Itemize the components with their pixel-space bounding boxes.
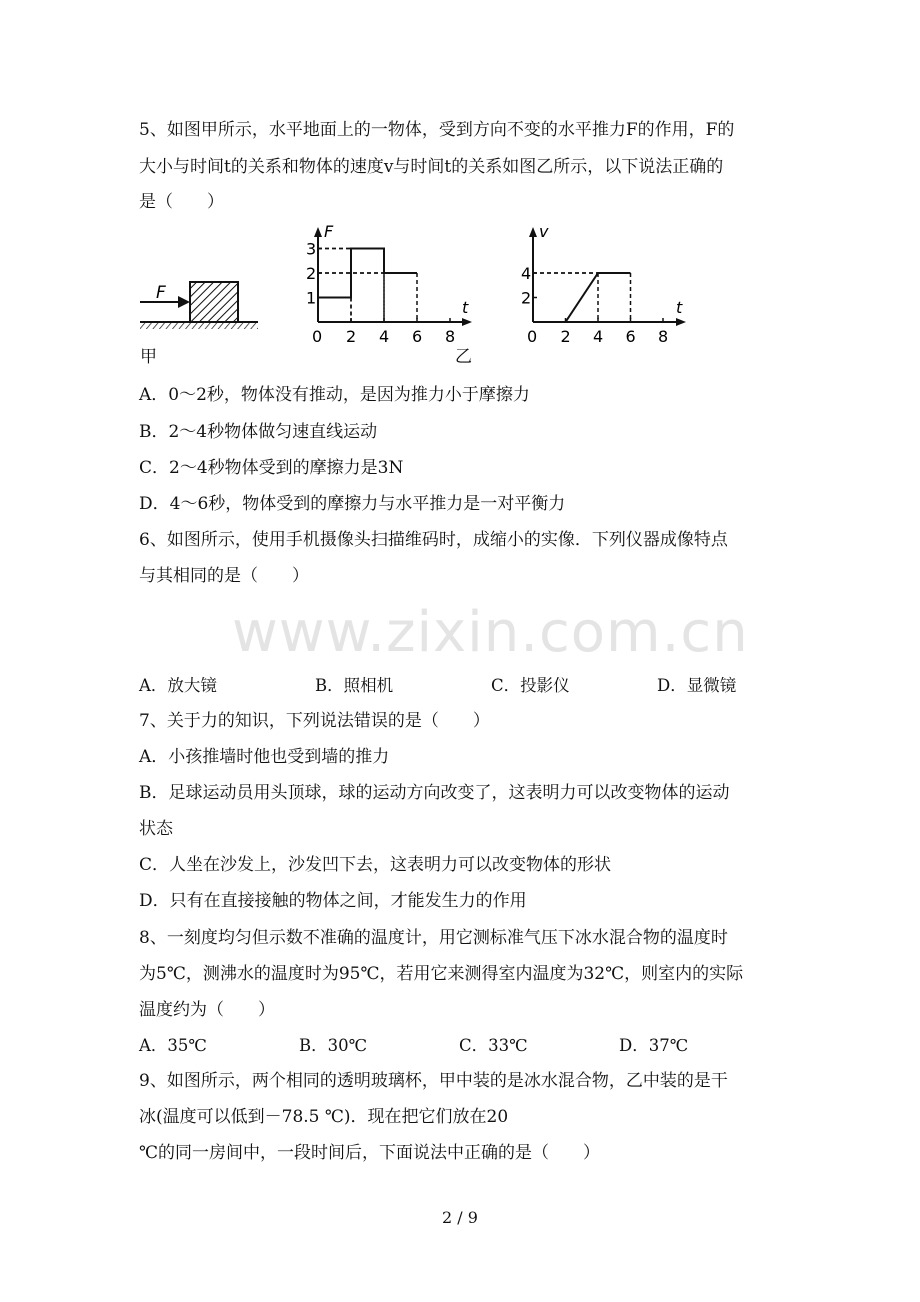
- q7-option-c: C．人坐在沙发上，沙发凹下去，这表明力可以改变物体的形状: [139, 855, 612, 875]
- q8-option-b: B．30℃: [299, 1036, 368, 1055]
- v-origin: 0: [527, 327, 538, 346]
- v-y-arrow: [529, 227, 537, 237]
- v-x-tick-label: 4: [593, 327, 604, 346]
- v-series-line: [533, 273, 631, 322]
- f-y-tick-label: 3: [306, 239, 317, 259]
- v-y-tick-label: 4: [521, 264, 532, 283]
- v-x-arrow: [676, 318, 686, 326]
- q5-option-a: A．0～2秒，物体没有推动，是因为推力小于摩擦力: [139, 385, 530, 405]
- q8-option-c: C．33℃: [459, 1036, 528, 1055]
- q6-text-line2: 与其相同的是（ ）: [139, 566, 309, 586]
- force-label: F: [156, 283, 166, 303]
- v-x-tick-label: 8: [658, 327, 669, 346]
- q9-text-line2: 冰(温度可以低到－78.5 ℃)．现在把它们放在20: [139, 1107, 509, 1127]
- q5-text-line2: 大小与时间t的关系和物体的速度v与时间t的关系如图乙所示，以下说法正确的: [139, 157, 724, 177]
- q5-option-c: C．2～4秒物体受到的摩擦力是3N: [139, 458, 404, 478]
- block: [190, 282, 238, 322]
- f-x-tick-label: 4: [379, 327, 390, 346]
- q5-text-line1: 5、如图甲所示，水平地面上的一物体，受到方向不变的水平推力F的作用，F的: [139, 120, 735, 140]
- f-x-tick-label: 2: [346, 327, 357, 346]
- q6-option-a: A．放大镜: [139, 676, 217, 695]
- q6-text-line1: 6、如图所示，使用手机摄像头扫描维码时，成缩小的实像．下列仪器成像特点: [139, 530, 728, 550]
- v-y-label: v: [539, 222, 549, 241]
- q7-option-b: B．足球运动员用头顶球，球的运动方向改变了，这表明力可以改变物体的运动: [139, 783, 730, 803]
- v-t-graph: [521, 222, 686, 346]
- v-x-tick-label: 2: [560, 327, 571, 346]
- q9-text-line1: 9、如图所示，两个相同的透明玻璃杯，甲中装的是冰水混合物，乙中装的是干: [139, 1071, 728, 1091]
- q8-option-a: A．35℃: [139, 1036, 207, 1055]
- block-diagram: [140, 282, 258, 329]
- q5-option-b: B．2～4秒物体做匀速直线运动: [139, 422, 378, 442]
- v-x-label: t: [676, 298, 683, 317]
- q9-text-line3: ℃的同一房间中，一段时间后，下面说法中正确的是（ ）: [139, 1143, 601, 1163]
- force-arrow-head: [178, 296, 190, 308]
- f-y-arrow: [314, 227, 322, 237]
- f-y-tick-label: 2: [306, 264, 317, 283]
- q5-text-line3: 是（ ）: [139, 192, 224, 212]
- f-x-tick-label: 6: [412, 327, 423, 346]
- fig-label-yi: 乙: [455, 347, 472, 367]
- q8-option-d: D．37℃: [619, 1036, 689, 1055]
- watermark: www.zixin.com.cn: [232, 600, 749, 665]
- v-y-tick-label: 2: [521, 288, 532, 308]
- q7-option-a: A．小孩推墙时他也受到墙的推力: [139, 747, 390, 767]
- q7-option-b-cont: 状态: [139, 819, 173, 839]
- f-x-tick-label: 8: [445, 327, 456, 346]
- q7-text-line1: 7、关于力的知识，下列说法错误的是（ ）: [139, 711, 490, 731]
- q5-figure: [0, 215, 920, 355]
- q8-text-line3: 温度约为（ ）: [139, 1000, 275, 1020]
- q6-option-b: B．照相机: [315, 676, 394, 695]
- q5-option-d: D．4～6秒，物体受到的摩擦力与水平推力是一对平衡力: [139, 494, 566, 514]
- q8-text-line2: 为5℃，测沸水的温度时为95℃，若用它来测得室内温度为32℃，则室内的实际: [139, 964, 744, 984]
- f-t-graph: [306, 222, 472, 346]
- q6-option-c: C．投影仪: [491, 676, 570, 695]
- f-origin: 0: [312, 327, 323, 346]
- f-y-label: F: [324, 222, 334, 241]
- f-x-arrow: [462, 318, 472, 326]
- f-y-tick-label: 1: [306, 288, 317, 308]
- q6-option-d: D．显微镜: [657, 676, 737, 695]
- ground-hatch: [140, 322, 258, 329]
- f-x-label: t: [462, 298, 469, 317]
- page-number: 2 / 9: [442, 1208, 478, 1227]
- v-x-tick-label: 6: [625, 327, 636, 346]
- q7-option-d: D．只有在直接接触的物体之间，才能发生力的作用: [139, 891, 527, 911]
- q8-text-line1: 8、一刻度均匀但示数不准确的温度计，用它测标准气压下冰水混合物的温度时: [139, 928, 728, 948]
- fig-label-jia: 甲: [140, 347, 157, 367]
